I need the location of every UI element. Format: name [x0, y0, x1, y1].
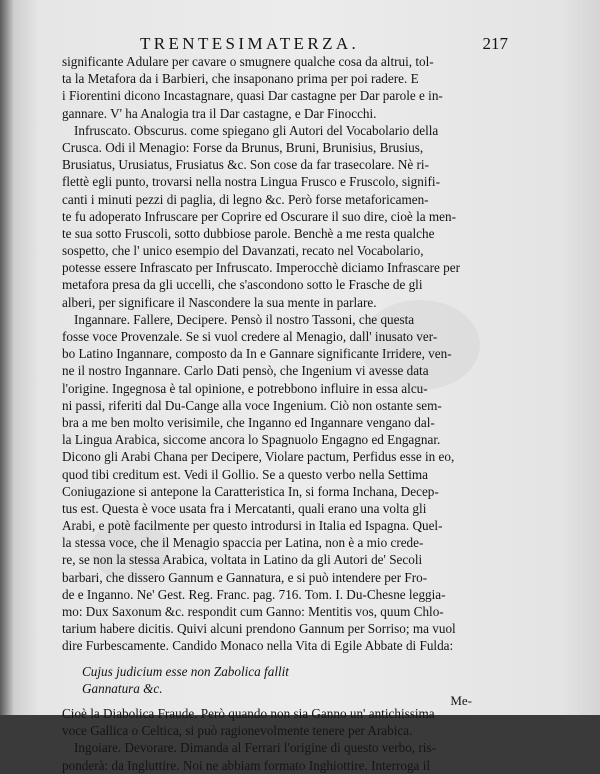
text-line: mo: Dux Saxonum &c. respondit cum Ganno: Mentitis vos, quum Chlo- [62, 604, 444, 619]
text-line: ponderà: da Ingluttire. Noi ne abbiam formato Inghiottire. Interroga il [62, 757, 431, 773]
text-line: la Lingua Arabica, siccome ancora lo Spagnuolo Engagno ed Engagnar. [62, 432, 441, 448]
page-body [62, 53, 494, 774]
catchword: Me- [450, 693, 472, 708]
text-line: bo Latino Ingannare, composto da In e Gannare significante Irridere, ven- [62, 346, 452, 362]
text-line: sospetto, che l' unico esempio del Davanzati, recato nel Vocabolario, [62, 243, 424, 259]
text-line: quod tibi creditum est. Vedi il Gollio. Se a questo verbo nella Settima [62, 466, 429, 482]
text-line: metafora presa da gli uccelli, che s'ascondono sotto le Frasche de gli [62, 277, 423, 293]
text-line: tus est. Questa è voce usata fra i Mercatanti, quali erano una volta gli [62, 500, 427, 516]
text-line: flettè egli punto, trovarsi nella nostra Lingua Frusco e Fruscolo, signifi- [62, 174, 440, 190]
text-line: ni passi, riferiti dal Du-Cange alla voce Ingenium. Ciò non ostante sem- [62, 397, 442, 413]
text-line: potesse essere Infrascato per Infruscato. Imperocchè diciamo Infrascare per [62, 260, 460, 276]
text-line: i Fiorentini dicono Incastagnare, quasi Dar castagne per Dar parole e in- [62, 88, 443, 104]
block-quote-line: Gannatura &c. [82, 680, 163, 696]
text-line: ne il nostro Ingannare. Carlo Dati pensò, che Ingenium vi avesse data [62, 363, 429, 379]
running-head: TRENTESIMATERZA. [140, 34, 360, 53]
block-quote-line: Cujus judicium esse non Zabolica fallit [82, 663, 289, 679]
entry-infruscato: Infruscato. Obscurus. come spiegano gli Autori del Vocabolario della [74, 122, 439, 138]
text-line: alberi, per significare il Nascondere la sua mente in parlare. [62, 294, 377, 310]
text-line: Cioè la Diabolica Fraude. Però quando non sia Ganno un' antichissima [62, 705, 435, 721]
text-line: ta la Metafora da i Barbieri, che insaponano prima per poi radere. E [62, 71, 419, 87]
text-line: dire Furbescamente. Candido Monaco nella Vita di Egile Abbate di Fulda: [62, 638, 454, 654]
text-line: l'origine. Ingegnosa è tal opinione, e potrebbono influire in essa alcu- [62, 380, 428, 396]
text-line: Dicono gli Arabi Chana per Decipere, Violare pactum, Perfidus esse in eo, [62, 449, 455, 465]
spacer [62, 655, 494, 663]
text-line: re, se non la stessa Arabica, voltata in Latino da gli Autori de' Secoli [62, 552, 423, 568]
text-line: fosse voce Provenzale. Se si vuol credere al Menagio, dall' inusato ver- [62, 329, 438, 344]
entry-ingannare: Ingannare. Fallere, Decipere. Pensò il nostro Tassoni, che questa [74, 311, 415, 327]
text-line: de e Inganno. Ne' Gest. Reg. Franc. pag. 716. Tom. I. Du-Chesne leggia- [62, 586, 446, 602]
text-line: la stessa voce, che il Menagio spaccia per Latina, non è a mio crede- [62, 535, 424, 551]
text-line: canti i minuti pezzi di paglia, di legno &c. Però forse metaforicamen- [62, 191, 429, 207]
text-line: Brusiatus, Urusiatus, Frusiatus &c. Son cose da far trasecolare. Nè ri- [62, 157, 429, 173]
text-line: Crusca. Odi il Menagio: Forse da Brunus, Bruni, Brunisius, Brusius, [62, 139, 424, 155]
text-line: gannare. V' ha Analogia tra il Dar castagne, e Dar Finocchi. [62, 105, 377, 121]
text-line: Arabi, e potè facilmente per questo introdursi in Italia ed Ispagna. Quel- [62, 518, 443, 534]
catchword-row [0, 693, 600, 709]
text-line: Coniugazione si antepone la Caratteristica In, si forma Inchana, Decep- [62, 483, 439, 499]
text-line: significante Adulare per cavare o smugnere qualche cosa da altrui, tol- [62, 54, 434, 69]
text-line: te sua sotto Fruscoli, sotto dubbiose parole. Benchè a me resta qualche [62, 225, 435, 241]
text-line: te fu adoperato Infruscare per Coprire ed Oscurare il suo dire, cioè la men- [62, 208, 456, 224]
text-line: voce Gallica o Celtica, si può ragionevolmente tenere per Arabica. [62, 723, 413, 739]
text-line: tarium habere dicitis. Quivi alcuni prendono Gannum per Sorriso; ma vuol [62, 621, 456, 637]
entry-ingoiare: Ingoiare. Devorare. Dimanda al Ferrari l'origine di questo verbo, ris- [74, 740, 436, 756]
text-line: bra a me ben molto verisimile, che Inganno ed Ingannare vengano dal- [62, 414, 435, 430]
text-line: barbari, che dissero Gannum e Gannatura, e si può intendere per Fro- [62, 569, 428, 585]
page-number: 217 [482, 34, 508, 53]
